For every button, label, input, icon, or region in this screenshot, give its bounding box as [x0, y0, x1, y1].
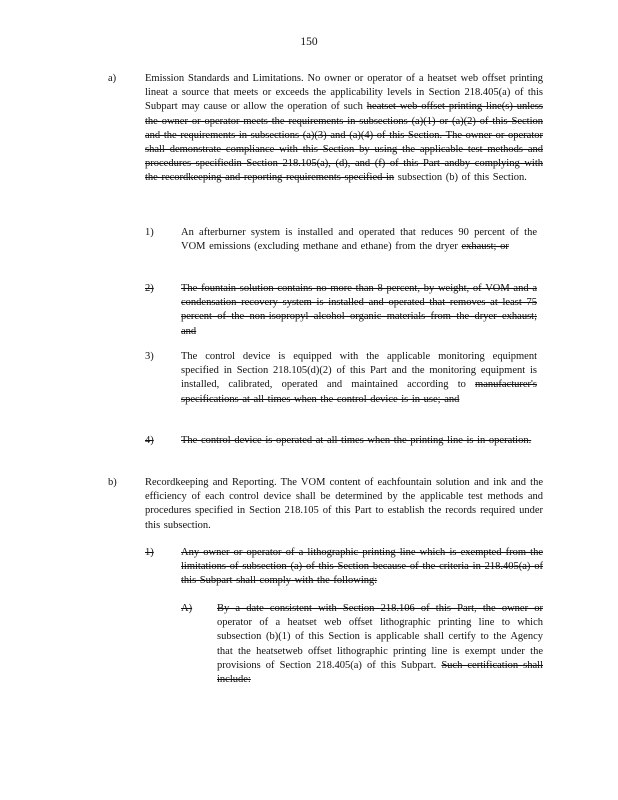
page-number: 150 [300, 36, 318, 48]
struck-text: By a date consistent with Section 218.106 of this Part, the owner or [217, 603, 543, 614]
paragraph-a-text [145, 72, 543, 186]
item-b1-label: 1) [145, 547, 154, 558]
body-text: Emission Standards and Limitations. No owner or operator of a heatset web offset printing lineat a source that meets or exceeds the applicability levels in Section 218.405(a) of this Subpart may cause or allow the operation of such [145, 73, 543, 113]
struck-text: exhaust; or [461, 241, 509, 253]
struck-text: Any owner or operator of a lithographic printing line which is exempted from the limitations of subsection (a) of this Section because of the criteria in 218.405(a) of this Subpart shall comply with the following: [181, 547, 543, 587]
struck-text: heatset web offset printing line(s) unless the owner or operator meets the requirements in subsections (a)(1) or (a)(2) of this Section and the requirements in subsections (a)(3) and (a)(4) of this Section. The owner or operator shall demonstrate compliance with this Section by using the applicable test methods and procedures specifiedin Section 218.105(a), (d), and (f) of this Part andby complying with the recordkeeping and reporting requirements specified in [145, 101, 544, 184]
struck-text: The fountain solution contains no more than 8 percent, by weight, of VOM and a condensation recovery system is installed and operated that removes at least 75 percent of the non-isopropyl alcohol organic materials from the dryer exhaust; and [181, 283, 537, 337]
paragraph-a-label: a) [108, 73, 117, 84]
body-text: Recordkeeping and Reporting. The VOM content of eachfountain solution and ink and the efficiency of each control device shall be determined by the applicable test methods and procedures specified in Section 218.105 of this Part to establish the records required under this subsection. [145, 477, 543, 531]
item-b1a-label: A) [181, 603, 193, 614]
body-text: subsection (b) of this Section. [394, 172, 527, 184]
item-a4-text [181, 434, 537, 448]
item-a3-label: 3) [145, 351, 154, 362]
item-b1-text [181, 546, 543, 589]
body-text: The control device is equipped with the applicable monitoring equipment specified in Section 218.105(d)(2) of this Part and the monitoring equipment is installed, calibrated, operated and maintained according to [181, 351, 537, 391]
struck-text: manufacturer's specifications at all times when the control device is in use; and [181, 379, 537, 405]
item-b1a-text [217, 602, 543, 687]
item-a4-label: 4) [145, 435, 154, 446]
item-a1-label: 1) [145, 227, 154, 238]
paragraph-b-text [145, 476, 543, 533]
item-a2-label: 2) [145, 283, 154, 294]
item-a3-text [181, 350, 537, 407]
struck-text: The control device is operated at all times when the printing line is in operation. [181, 435, 532, 446]
body-text: An afterburner system is installed and operated that reduces 90 percent of the VOM emissions (excluding methane and ethane) from the dryer [181, 227, 537, 253]
body-text: operator of a heatset web offset lithographic printing line to which subsection (b)(1) of this Section is applicable shall certify to the Agency that the heatsetweb offset lithographic printing line is exempt under the provisions of Section 218.405(a) of this Subpart. [217, 617, 543, 671]
struck-text: Such certification shall include: [217, 659, 543, 686]
item-a1-text [181, 226, 537, 254]
paragraph-b-label: b) [108, 477, 117, 488]
item-a2-text [181, 282, 537, 339]
